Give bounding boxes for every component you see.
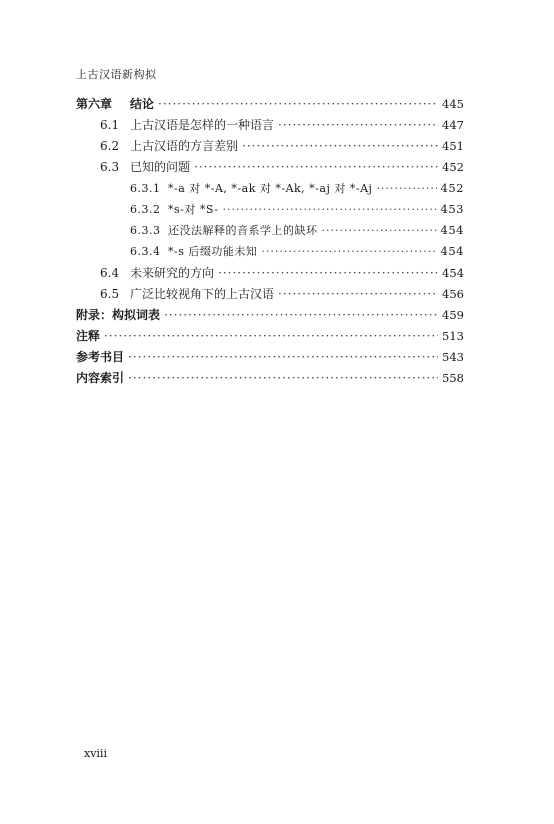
toc-title: 广泛比较视角下的上古汉语: [130, 287, 275, 301]
toc-title: *-s 后缀功能未知: [168, 245, 258, 258]
toc-page: 454: [442, 266, 464, 280]
toc-section-6-5[interactable]: [100, 285, 464, 305]
toc-leader: [376, 182, 436, 195]
toc-leader: [322, 224, 437, 237]
toc-title: *-a 对 *-A, *-ak 对 *-Ak, *-aj 对 *-Aj: [168, 182, 373, 195]
toc-leader: [164, 308, 438, 322]
toc-leader: [261, 245, 436, 258]
toc-title: 上古汉语是怎样的一种语言: [130, 118, 275, 132]
page-number: xviii: [84, 747, 107, 760]
toc-leader: [278, 118, 438, 132]
toc-leader: [242, 139, 438, 153]
toc-appendix[interactable]: [76, 306, 464, 326]
toc-leader: [194, 160, 438, 174]
toc-title: 已知的问题: [130, 160, 191, 174]
toc-title: 未来研究的方向: [130, 266, 215, 280]
toc-notes[interactable]: [76, 327, 464, 347]
toc-page: 452: [440, 181, 464, 195]
toc-page: 454: [440, 223, 464, 237]
toc-page: 452: [442, 160, 464, 174]
toc-page: 445: [442, 97, 464, 111]
toc-page: 456: [442, 287, 464, 301]
toc-leader: [104, 329, 438, 343]
toc-page: 453: [440, 202, 464, 216]
toc-page: 543: [442, 350, 464, 364]
toc-leader: [128, 371, 438, 385]
toc-leader: [278, 287, 438, 301]
toc-number: 6.3.3: [130, 224, 161, 237]
toc-section-6-2[interactable]: [100, 137, 464, 157]
toc-section-6-4[interactable]: [100, 264, 464, 284]
toc-bibliography[interactable]: [76, 348, 464, 368]
toc-title: 结论: [130, 97, 155, 111]
toc-leader: [223, 203, 437, 216]
toc-title: 参考书目: [76, 350, 125, 364]
toc-number: 第六章: [76, 97, 113, 111]
toc-title: 上古汉语的方言差别: [130, 139, 239, 153]
toc-number: 6.3.1: [130, 182, 161, 195]
toc-subsection-6-3-3[interactable]: [130, 222, 464, 242]
toc-number: 6.5: [100, 287, 120, 301]
toc-page: 459: [442, 308, 464, 322]
toc-page: 447: [442, 118, 464, 132]
running-title: 上古汉语新构拟: [76, 68, 157, 81]
toc-page: 513: [442, 329, 464, 343]
toc-number: 6.3.4: [130, 245, 161, 258]
toc-chapter-6[interactable]: [76, 95, 464, 115]
toc-title: *s-对 *S-: [168, 203, 219, 216]
toc-page: 454: [440, 244, 464, 258]
toc-leader: [158, 97, 438, 111]
toc-number: 6.3: [100, 160, 120, 174]
toc-leader: [128, 350, 438, 364]
toc-title: 还没法解释的音系学上的缺环: [168, 224, 318, 237]
toc-section-6-3[interactable]: [100, 158, 464, 178]
toc-index[interactable]: [76, 369, 464, 389]
toc-title: 内容索引: [76, 371, 125, 385]
toc-number: 6.3.2: [130, 203, 161, 216]
toc-title: 附录：构拟词表: [76, 308, 161, 322]
toc-subsection-6-3-2[interactable]: [130, 201, 464, 221]
toc-subsection-6-3-1[interactable]: [130, 180, 464, 200]
toc-leader: [218, 266, 438, 280]
toc-page: 451: [442, 139, 464, 153]
toc-number: 6.4: [100, 266, 120, 280]
toc-number: 6.1: [100, 118, 120, 132]
toc-subsection-6-3-4[interactable]: [130, 243, 464, 263]
toc-page: 558: [442, 371, 464, 385]
toc-section-6-1[interactable]: [100, 116, 464, 136]
toc-number: 6.2: [100, 139, 120, 153]
toc-title: 注释: [76, 329, 101, 343]
